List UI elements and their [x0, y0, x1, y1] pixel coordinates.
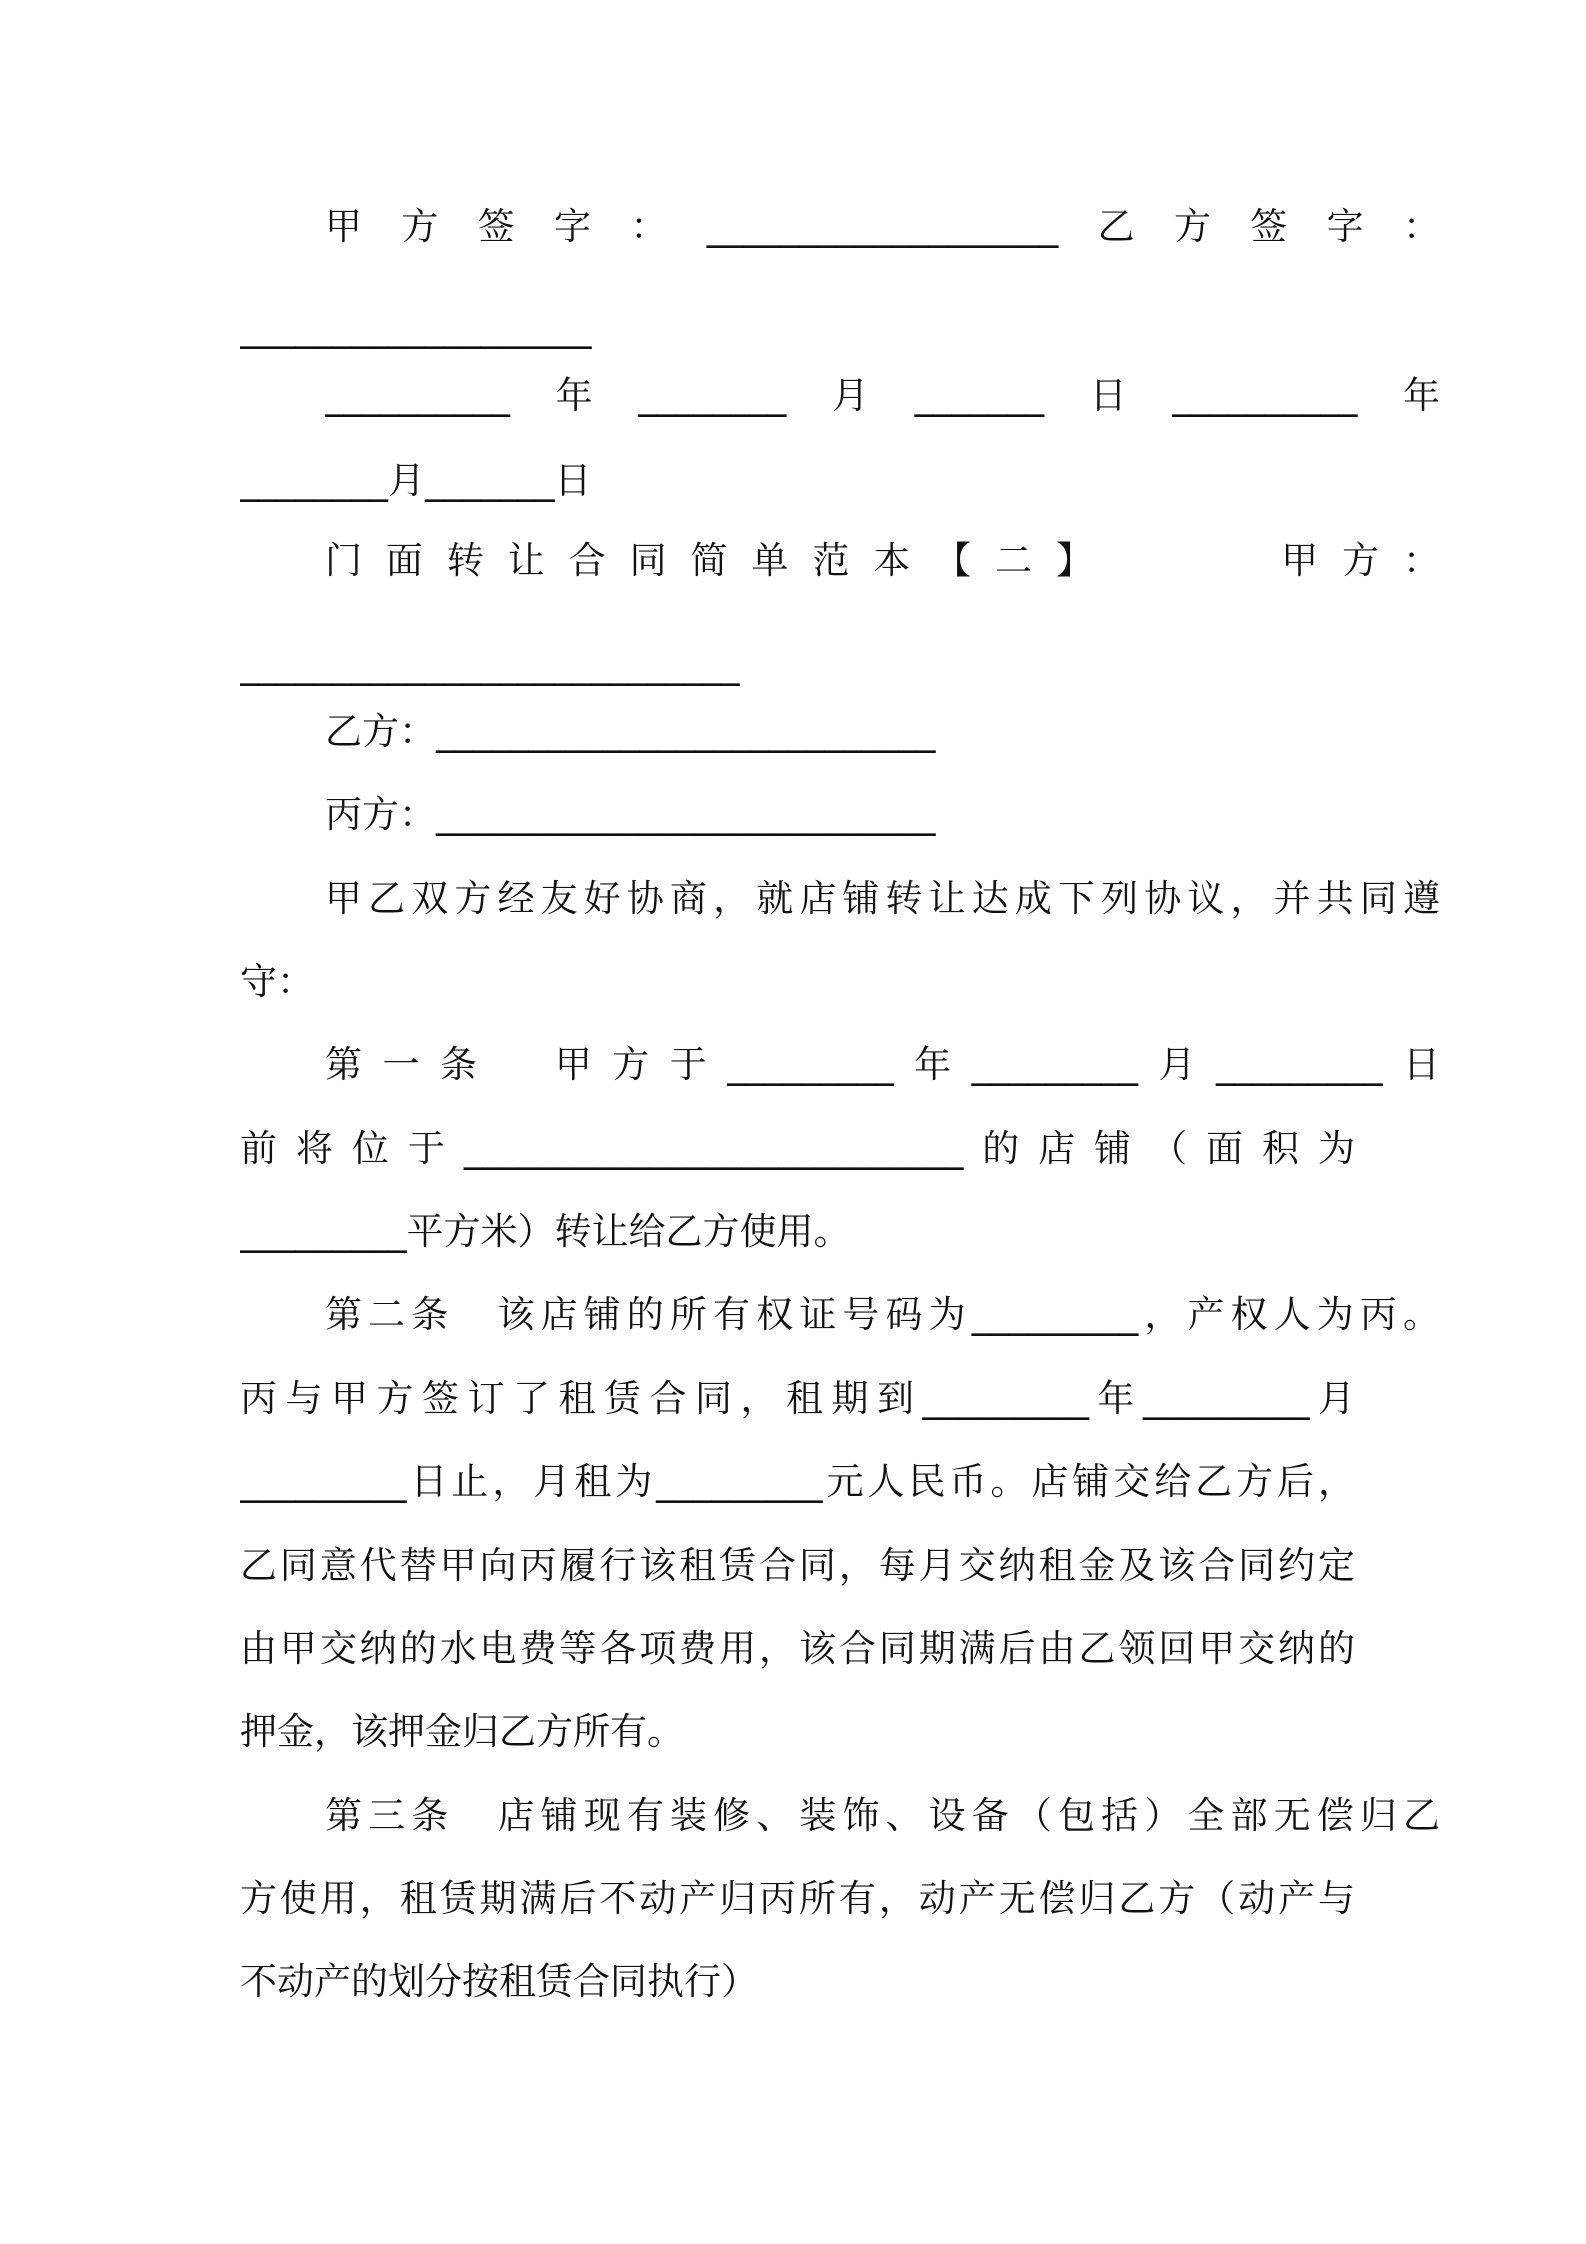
article-2-line-4: 乙同意代替甲向丙履行该租赁合同，每月交纳租金及该合同约定 [240, 1544, 1355, 1587]
article-2-line-6: 押金，该押金归乙方所有。 [240, 1710, 684, 1753]
article-3-line-1: 第三条 店铺现有装修、装饰、设备（包括）全部无偿归乙 [325, 1794, 1440, 1837]
signature-line-party-a-b: 甲方签字：___________________乙方签字： [325, 205, 1440, 248]
party-c-line: 丙方：___________________________ [325, 793, 936, 836]
date-line-cont: ________月_______日 [240, 459, 592, 502]
article-1-line-1: 第一条 甲方于_________年_________月_________日 [325, 1043, 1440, 1086]
party-b-line: 乙方：___________________________ [325, 710, 936, 753]
article-1-line-2: 前将位于___________________________的店铺（面积为 [240, 1127, 1355, 1170]
article-1-line-3: _________平方米）转让给乙方使用。 [240, 1210, 851, 1253]
article-2-line-3: _________日止，月租为_________元人民币。店铺交给乙方后， [240, 1460, 1355, 1503]
article-3-line-3: 不动产的划分按租赁合同执行） [240, 1960, 758, 2003]
article-2-line-1: 第二条 该店铺的所有权证号码为_________，产权人为丙。 [325, 1293, 1440, 1336]
date-line: __________年________月_______日__________年 [325, 374, 1440, 417]
party-a-blank: ___________________________ [240, 643, 740, 686]
article-2-line-5: 由甲交纳的水电费等各项费用，该合同期满后由乙领回甲交纳的 [240, 1627, 1355, 1670]
intro-paragraph: 甲乙双方经友好协商，就店铺转让达成下列协议，并共同遵 [325, 877, 1440, 920]
contract-title-line: 门面转让合同简单范本【二】 甲方： [325, 539, 1440, 582]
intro-paragraph-cont: 守： [240, 960, 314, 1003]
article-3-line-2: 方使用，租赁期满后不动产归丙所有，动产无偿归乙方（动产与 [240, 1877, 1355, 1920]
signature-blank: ___________________ [240, 306, 592, 349]
article-2-line-2: 丙与甲方签订了租赁合同，租期到_________年_________月 [240, 1377, 1355, 1420]
